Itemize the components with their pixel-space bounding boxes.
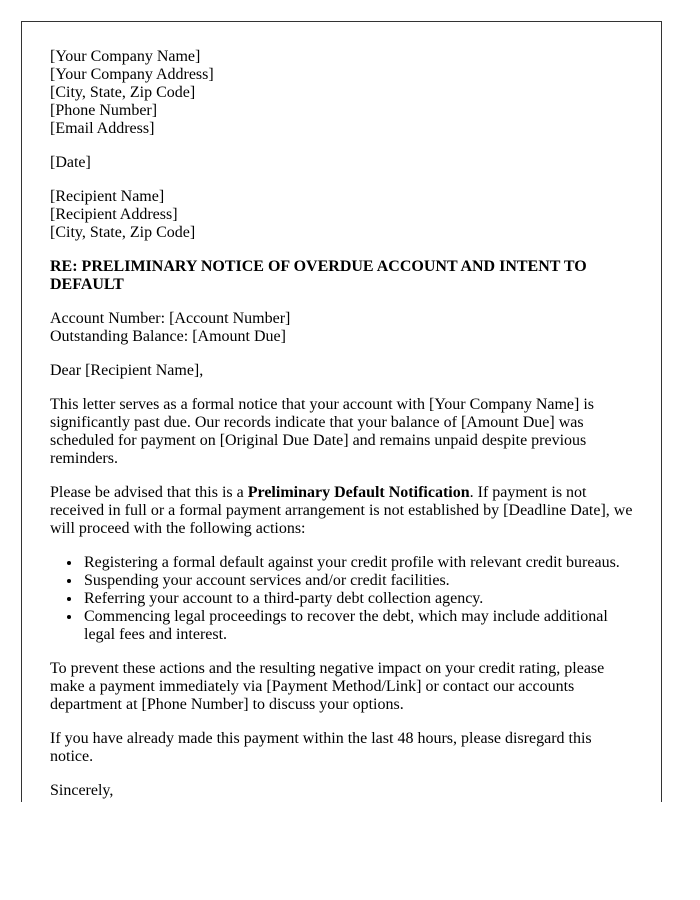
recipient-city-state-zip: [City, State, Zip Code]	[50, 224, 196, 241]
subject-line: RE: PRELIMINARY NOTICE OF OVERDUE ACCOUNT AND INTENT TO DEFAULT	[50, 258, 587, 293]
list-item-collection-agency: • Referring your account to a third-party debt collection agency.	[82, 590, 633, 608]
date-value: [Date]	[50, 154, 91, 171]
list-item-legal-proceedings: • Commencing legal proceedings to recover the debt, which may include additional legal fees and interest.	[82, 608, 633, 644]
outstanding-balance-line: Outstanding Balance: [Amount Due]	[50, 328, 286, 345]
paragraph-2-pre: Please be advised that this is a	[50, 484, 248, 501]
recipient-address: [Recipient Address]	[50, 206, 178, 223]
sender-address: [Your Company Address]	[50, 66, 214, 83]
sender-email: [Email Address]	[50, 120, 155, 137]
account-details-block	[50, 310, 633, 346]
list-item-credit-bureaus: • Registering a formal default against your credit profile with relevant credit bureaus.	[82, 554, 633, 572]
actions-list	[50, 554, 633, 644]
account-number-line: Account Number: [Account Number]	[50, 310, 291, 327]
preliminary-default-notification-bold: Preliminary Default Notification	[247, 484, 470, 501]
closing-line: Sincerely,	[50, 782, 114, 799]
recipient-name: [Recipient Name]	[50, 188, 165, 205]
date-line	[50, 154, 633, 172]
body-paragraph-1: This letter serves as a formal notice that your account with [Your Company Name] is significantly past due. Our records indicate that your balance of [Amount Due] was scheduled for payment on [Original Due Date] and remains unpaid despite previous reminders.	[50, 396, 595, 467]
body-paragraph-3: To prevent these actions and the resulting negative impact on your credit rating, please make a payment immediately via [Payment Method/Link] or contact our accounts department at [Phone Number] to discuss your options.	[50, 660, 605, 713]
body-paragraph-4: If you have already made this payment within the last 48 hours, please disregard this notice.	[50, 730, 592, 765]
sender-city-state-zip: [City, State, Zip Code]	[50, 84, 196, 101]
letter-document	[21, 21, 662, 802]
sender-address-block	[50, 48, 633, 138]
body-paragraph-2	[50, 484, 633, 538]
recipient-address-block	[50, 188, 633, 242]
paragraph-2-post: . If payment is not received in full or a formal payment arrangement is not established by [Deadline Date], we will proceed with the following actions:	[50, 484, 633, 537]
sender-company-name: [Your Company Name]	[50, 48, 201, 65]
list-item-suspend-services: • Suspending your account services and/or credit facilities.	[82, 572, 633, 590]
salutation: Dear [Recipient Name],	[50, 362, 204, 379]
sender-phone: [Phone Number]	[50, 102, 158, 119]
